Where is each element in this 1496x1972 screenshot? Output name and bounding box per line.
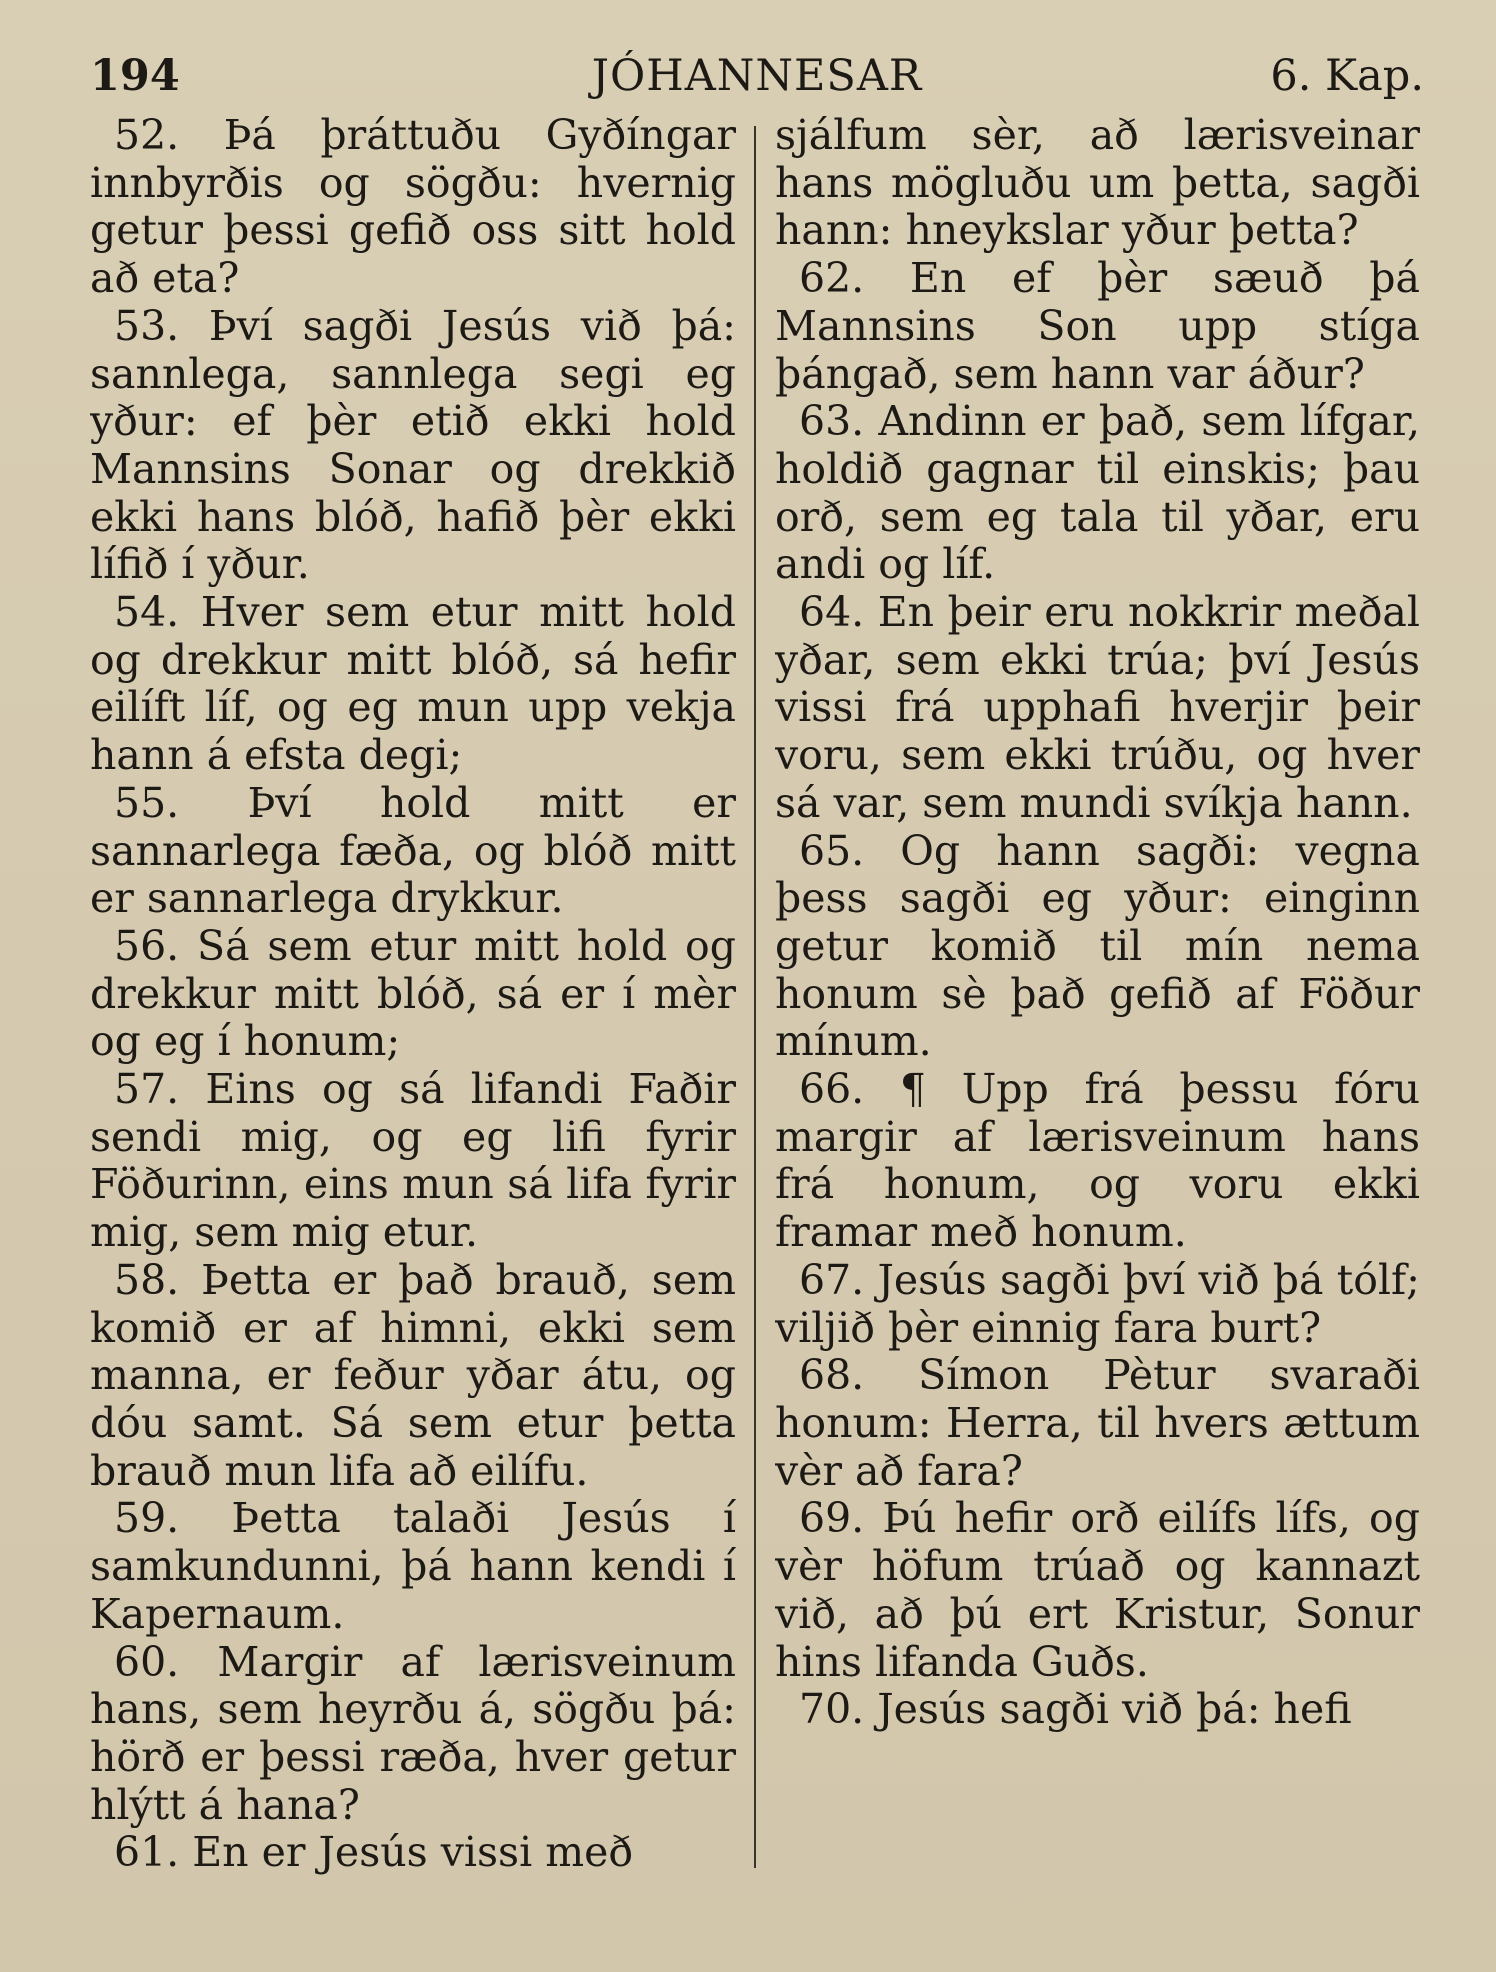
column-divider	[754, 126, 756, 1868]
verse-67: 67. Jesús sagði því við þá tólf; viljið þèr einnig fara burt?	[775, 1255, 1420, 1352]
verse-55: 55. Því hold mitt er sannarlega fæða, og blóð mitt er sannarlega drykkur.	[90, 778, 736, 923]
verse-53: 53. Því sagði Jesús við þá: sannlega, sannlega segi eg yður: ef þèr etið ekki hold Mannsins Sonar og drekkið ekki hans blóð, hafið þèr ekki lífið í yður.	[90, 301, 736, 589]
verse-61-start: 61. En er Jesús vissi með	[114, 1828, 634, 1877]
verse-63: 63. Andinn er það, sem lífgar, holdið gagnar til einskis; þau orð, sem eg tala til yðar, eru andi og líf.	[775, 397, 1420, 589]
verse-69: 69. Þú hefir orð eilífs lífs, og vèr höfum trúað og kannazt við, að þú ert Kristur, Sonur hins lifanda Guðs.	[775, 1494, 1420, 1686]
verse-56: 56. Sá sem etur mitt hold og drekkur mitt blóð, sá er í mèr og eg í honum;	[90, 921, 736, 1066]
verse-61-continuation: sjálfum sèr, að lærisveinar hans mögluðu um þetta, sagði hann: hneykslar yður þetta?	[775, 112, 1420, 255]
verse-52: 52. Þá þráttuðu Gyðíngar innbyrðis og sögðu: hvernig getur þessi gefið oss sitt hold að eta?	[90, 112, 736, 303]
verse-57: 57. Eins og sá lifandi Faðir sendi mig, og eg lifi fyrir Föðurinn, eins mun sá lifa fyrir mig, sem mig etur.	[90, 1065, 736, 1257]
verse-60: 60. Margir af lærisveinum hans, sem heyrðu á, sögðu þá: hörð er þessi ræða, hver getur hlýtt á hana?	[90, 1637, 736, 1829]
verse-65: 65. Og hann sagði: vegna þess sagði eg yður: einginn getur komið til mín nema honum sè það gefið af Föður mínum.	[775, 826, 1420, 1066]
book-title: JÓHANNESAR	[591, 51, 923, 101]
page-number: 194	[90, 51, 180, 101]
verse-64: 64. En þeir eru nokkrir meðal yðar, sem ekki trúa; því Jesús vissi frá upphafi hverjir þeir voru, sem ekki trúðu, og hver sá var, sem mundi svíkja hann.	[775, 588, 1420, 827]
chapter-label: 6. Kap.	[1270, 51, 1424, 101]
right-column	[775, 112, 1420, 1734]
verse-59: 59. Þetta talaði Jesús í samkundunni, þá hann kendi í Kapernaum.	[90, 1494, 736, 1638]
verse-58: 58. Þetta er það brauð, sem komið er af himni, ekki sem manna, er feður yðar átu, og dóu samt. Sá sem etur þetta brauð mun lifa að eilífu.	[90, 1255, 736, 1495]
running-header	[90, 46, 1424, 106]
verse-66: 66. ¶ Upp frá þessu fóru margir af lærisveinum hans frá honum, og voru ekki framar með honum.	[775, 1065, 1420, 1257]
verse-70-start: 70. Jesús sagði við þá: hefi	[799, 1685, 1352, 1734]
verse-68: 68. Símon Pètur svaraði honum: Herra, til hvers ættum vèr að fara?	[775, 1351, 1420, 1495]
verse-54: 54. Hver sem etur mitt hold og drekkur mitt blóð, sá hefir eilíft líf, og eg mun upp vekja hann á efsta degi;	[90, 588, 736, 780]
left-column	[90, 112, 736, 1877]
verse-62: 62. En ef þèr sæuð þá Mannsins Son upp stíga þángað, sem hann var áður?	[775, 254, 1420, 398]
